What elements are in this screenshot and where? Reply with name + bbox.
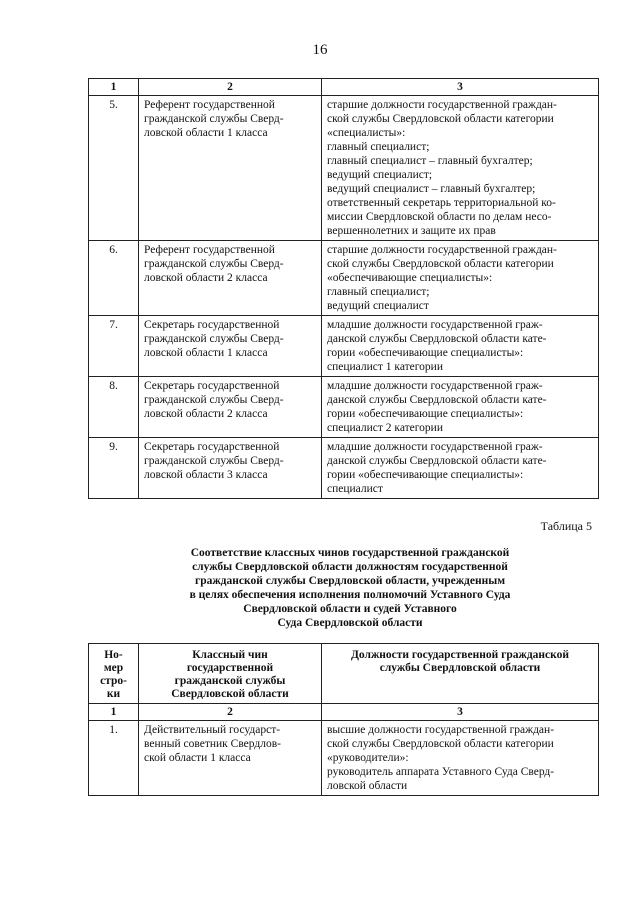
row-number: 6. [89, 241, 139, 316]
column-number: 2 [139, 79, 322, 96]
title-line: Свердловской области и судей Уставного [243, 603, 457, 615]
row-number: 9. [89, 438, 139, 499]
text-line: «обеспечивающие специалисты»: [327, 272, 493, 284]
text-line: главный специалист; [327, 141, 430, 153]
page-number: 16 [312, 42, 328, 58]
text-line: ловской области 2 класса [144, 272, 268, 284]
column-number: 3 [322, 704, 599, 721]
text-line: ловской области 2 класса [144, 408, 268, 420]
text-line: руководитель аппарата Уставного Суда Сверд- [327, 766, 555, 778]
positions-cell [322, 438, 599, 499]
text-line: гражданской службы Сверд- [144, 455, 284, 467]
text-line: старшие должности государственной граждан- [327, 244, 557, 256]
text-line: ской области 1 класса [144, 752, 251, 764]
text-line: гории «обеспечивающие специалисты»: [327, 408, 524, 420]
column-header-positions [322, 644, 599, 704]
text-line: ки [106, 688, 121, 700]
title-line: Соответствие классных чинов государственной гражданской [190, 547, 510, 559]
text-line: «руководители»: [327, 752, 409, 764]
text-line: специалист 2 категории [327, 422, 443, 434]
title-line: Суда Свердловской области [277, 617, 423, 629]
text-line: главный специалист – главный бухгалтер; [327, 155, 533, 167]
text-line: ведущий специалист; [327, 169, 433, 181]
title-line: службы Свердловской области должностям государственной [192, 561, 508, 573]
positions-cell [322, 241, 599, 316]
table-row [89, 241, 599, 316]
text-line: Секретарь государственной [144, 380, 280, 392]
text-line: Референт государственной [144, 244, 275, 256]
text-line: гражданской службы Сверд- [144, 333, 284, 345]
text-line: гражданской службы Сверд- [144, 394, 284, 406]
positions-cell [322, 721, 599, 796]
column-number: 2 [139, 704, 322, 721]
text-line: государственной [186, 662, 274, 674]
text-line: гории «обеспечивающие специалисты»: [327, 469, 524, 481]
column-header-class-rank [139, 644, 322, 704]
text-line: данской службы Свердловской области кате- [327, 394, 547, 406]
positions-cell [322, 316, 599, 377]
text-line: службы Свердловской области [379, 662, 541, 674]
row-number: 7. [89, 316, 139, 377]
table-row [89, 438, 599, 499]
title-line: гражданской службы Свердловской области, учрежденным [194, 575, 506, 587]
text-line: гражданской службы [174, 675, 286, 687]
text-line: ловской области 1 класса [144, 347, 268, 359]
text-line: гражданской службы Сверд- [144, 113, 284, 125]
column-number-row [89, 79, 599, 96]
table-row [89, 721, 599, 796]
table-title [140, 546, 560, 630]
text-line: ведущий специалист [327, 300, 429, 312]
title-line: в целях обеспечения исполнения полномочий Уставного Суда [189, 589, 511, 601]
text-line: Но- [104, 649, 123, 661]
text-line: младшие должности государственной граж- [327, 319, 543, 331]
text-line: старшие должности государственной граждан- [327, 99, 557, 111]
class-rank-cell [139, 438, 322, 499]
column-number: 3 [322, 79, 599, 96]
text-line: Референт государственной [144, 99, 275, 111]
text-line: венный советник Свердлов- [144, 738, 281, 750]
text-line: главный специалист; [327, 286, 430, 298]
positions-cell [322, 377, 599, 438]
text-line: данской службы Свердловской области кате- [327, 333, 547, 345]
text-line: Действительный государст- [144, 724, 281, 736]
column-header-number [89, 644, 139, 704]
text-line: стро- [100, 675, 127, 687]
text-line: ответственный секретарь территориальной ко- [327, 197, 556, 209]
class-rank-cell [139, 377, 322, 438]
text-line: младшие должности государственной граж- [327, 380, 543, 392]
text-line: гражданской службы Сверд- [144, 258, 284, 270]
text-line: ской службы Свердловской области категории [327, 258, 554, 270]
table-row [89, 316, 599, 377]
column-number-row [89, 704, 599, 721]
text-line: специалист 1 категории [327, 361, 443, 373]
text-line: данской службы Свердловской области кате- [327, 455, 547, 467]
class-rank-cell [139, 96, 322, 241]
text-line: высшие должности государственной граждан- [327, 724, 555, 736]
text-line: младшие должности государственной граж- [327, 441, 543, 453]
text-line: мер [103, 662, 124, 674]
text-line: Классный чин [192, 649, 268, 661]
text-line: Секретарь государственной [144, 319, 280, 331]
positions-cell [322, 96, 599, 241]
row-number: 5. [89, 96, 139, 241]
text-line: «специалисты»: [327, 127, 406, 139]
column-header-row [89, 644, 599, 704]
text-line: Секретарь государственной [144, 441, 280, 453]
column-number: 1 [89, 704, 139, 721]
text-line: миссии Свердловской области по делам несо- [327, 211, 552, 223]
text-line: ской службы Свердловской области категории [327, 113, 554, 125]
class-rank-cell [139, 316, 322, 377]
class-rank-cell [139, 241, 322, 316]
column-number: 1 [89, 79, 139, 96]
text-line: ведущий специалист – главный бухгалтер; [327, 183, 536, 195]
row-number: 8. [89, 377, 139, 438]
text-line: ловской области 1 класса [144, 127, 268, 139]
rank-position-table-5 [88, 643, 599, 796]
row-number: 1. [89, 721, 139, 796]
table-label: Таблица 5 [540, 519, 592, 533]
text-line: ловской области [327, 780, 408, 792]
table-row [89, 96, 599, 241]
text-line: вершеннолетних и защите их прав [327, 225, 496, 237]
rank-position-table-continued [88, 78, 599, 499]
text-line: ской службы Свердловской области категории [327, 738, 554, 750]
text-line: ловской области 3 класса [144, 469, 268, 481]
text-line: Свердловской области [171, 688, 289, 700]
table-row [89, 377, 599, 438]
text-line: Должности государственной гражданской [351, 649, 569, 661]
class-rank-cell [139, 721, 322, 796]
text-line: гории «обеспечивающие специалисты»: [327, 347, 524, 359]
text-line: специалист [327, 483, 383, 495]
